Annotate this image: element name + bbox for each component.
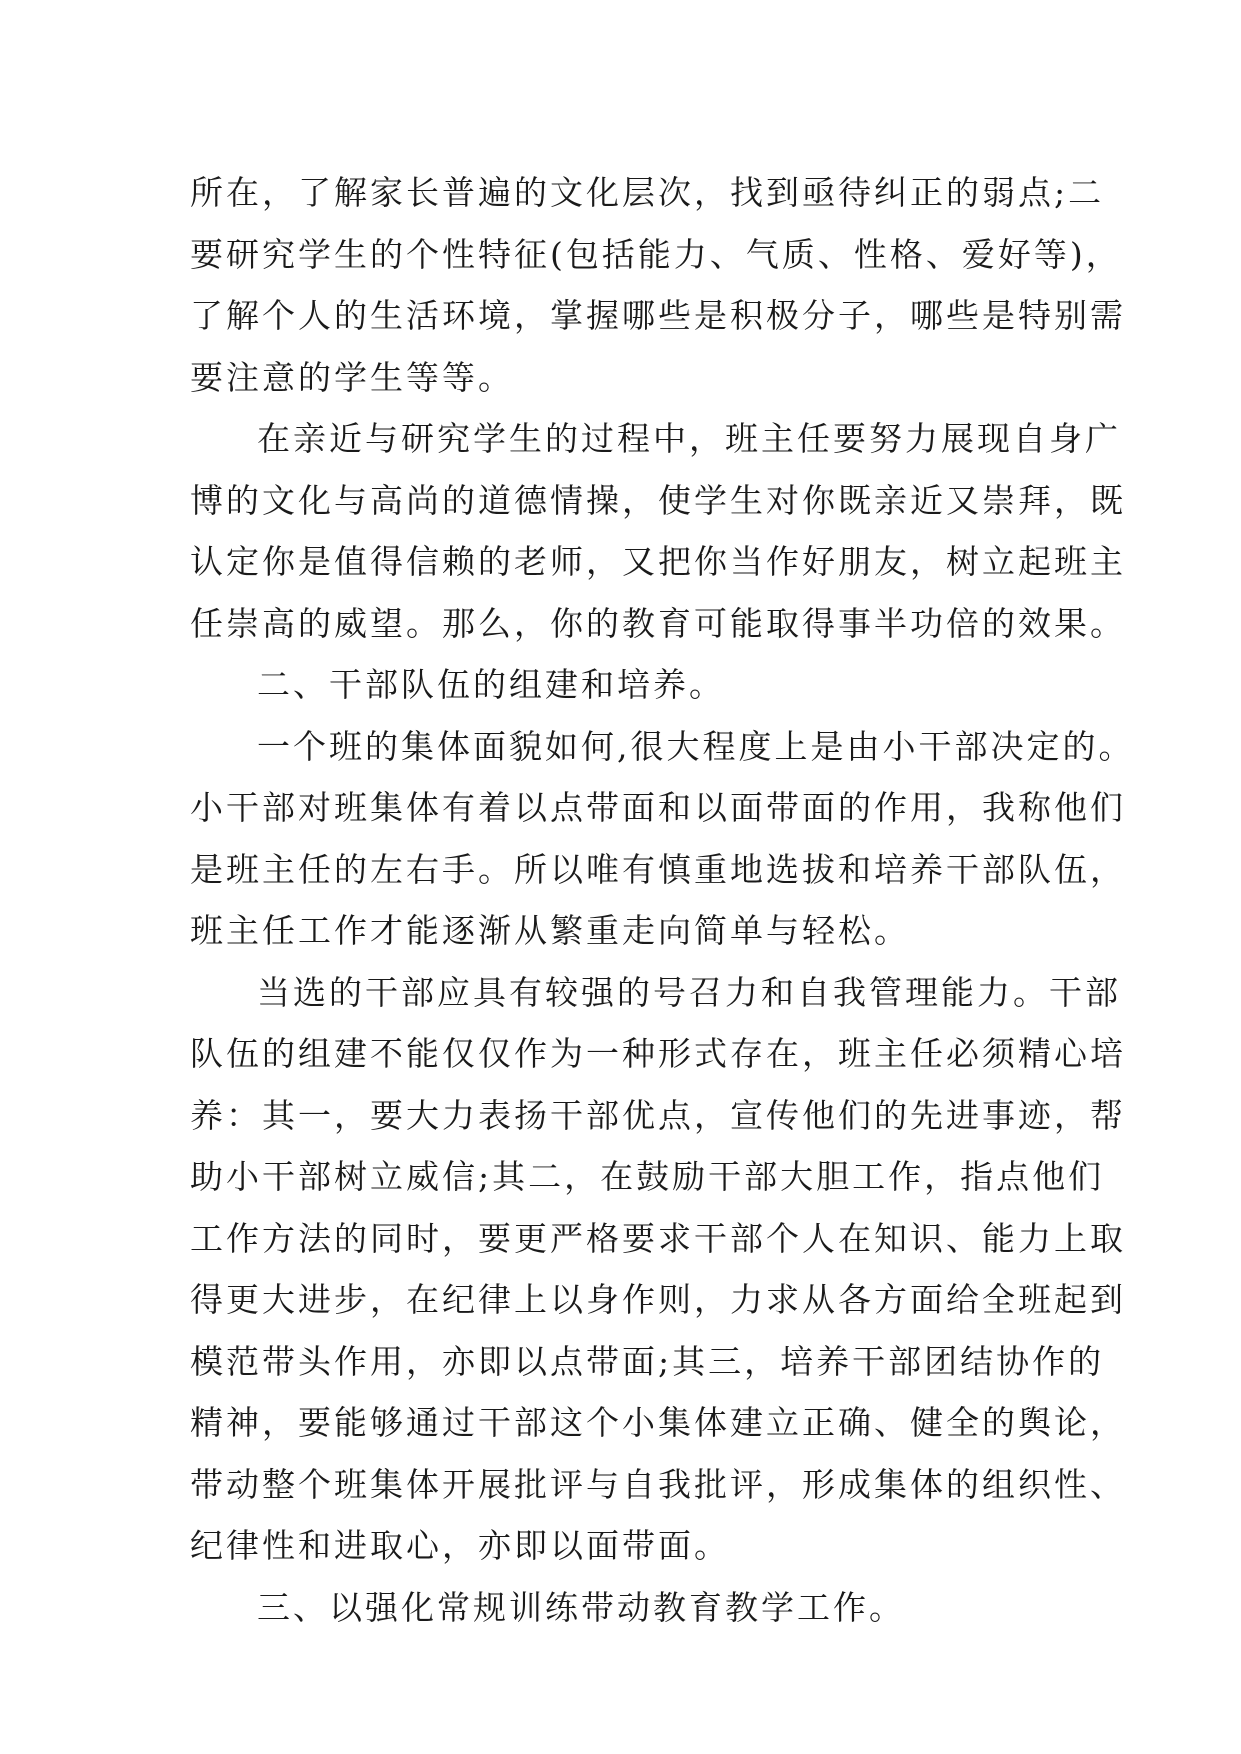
section-heading: 三、以强化常规训练带动教育教学工作。 — [257, 1587, 905, 1627]
text-line: 助小干部树立威信;其二，在鼓励干部大胆工作，指点他们 — [190, 1157, 1105, 1196]
text-line: 小干部对班集体有着以点带面和以面带面的作用，我称他们 — [190, 788, 1126, 827]
text-line: 所在，了解家长普遍的文化层次，找到亟待纠正的弱点;二 — [190, 173, 1105, 212]
text-line: 要注意的学生等等。 — [190, 357, 514, 397]
text-line: 班主任工作才能逐渐从繁重走向简单与轻松。 — [190, 911, 910, 950]
text-line: 养：其一，要大力表扬干部优点，宣传他们的先进事迹，帮 — [190, 1095, 1126, 1135]
section-heading: 二、干部队伍的组建和培养。 — [257, 665, 725, 704]
paragraph-first-line: 在亲近与研究学生的过程中，班主任要努力展现自身广 — [257, 419, 1121, 458]
text-line: 要研究学生的个性特征(包括能力、气质、性格、爱好等)， — [190, 234, 1122, 274]
text-line: 是班主任的左右手。所以唯有慎重地选拔和培养干部队伍， — [190, 849, 1126, 889]
text-line: 队伍的组建不能仅仅作为一种形式存在，班主任必须精心培 — [190, 1034, 1126, 1073]
text-line: 认定你是值得信赖的老师，又把你当作好朋友，树立起班主 — [190, 542, 1126, 581]
text-line: 工作方法的同时，要更严格要求干部个人在知识、能力上取 — [190, 1218, 1126, 1258]
paragraph-first-line: 当选的干部应具有较强的号召力和自我管理能力。干部 — [257, 972, 1121, 1012]
text-line: 了解个人的生活环境，掌握哪些是积极分子，哪些是特别需 — [190, 296, 1126, 335]
text-line: 纪律性和进取心，亦即以面带面。 — [190, 1526, 730, 1565]
text-line: 得更大进步，在纪律上以身作则，力求从各方面给全班起到 — [190, 1280, 1126, 1319]
text-line: 博的文化与高尚的道德情操，使学生对你既亲近又崇拜，既 — [190, 480, 1126, 520]
document-body — [190, 162, 1135, 1638]
text-line: 带动整个班集体开展批评与自我批评，形成集体的组织性、 — [190, 1464, 1126, 1504]
text-line: 任崇高的威望。那么，你的教育可能取得事半功倍的效果。 — [190, 603, 1126, 643]
text-line: 精神，要能够通过干部这个小集体建立正确、健全的舆论， — [190, 1403, 1126, 1442]
text-line: 模范带头作用，亦即以点带面;其三，培养干部团结协作的 — [190, 1341, 1105, 1381]
paragraph-first-line: 一个班的集体面貌如何,很大程度上是由小干部决定的。 — [257, 726, 1135, 766]
